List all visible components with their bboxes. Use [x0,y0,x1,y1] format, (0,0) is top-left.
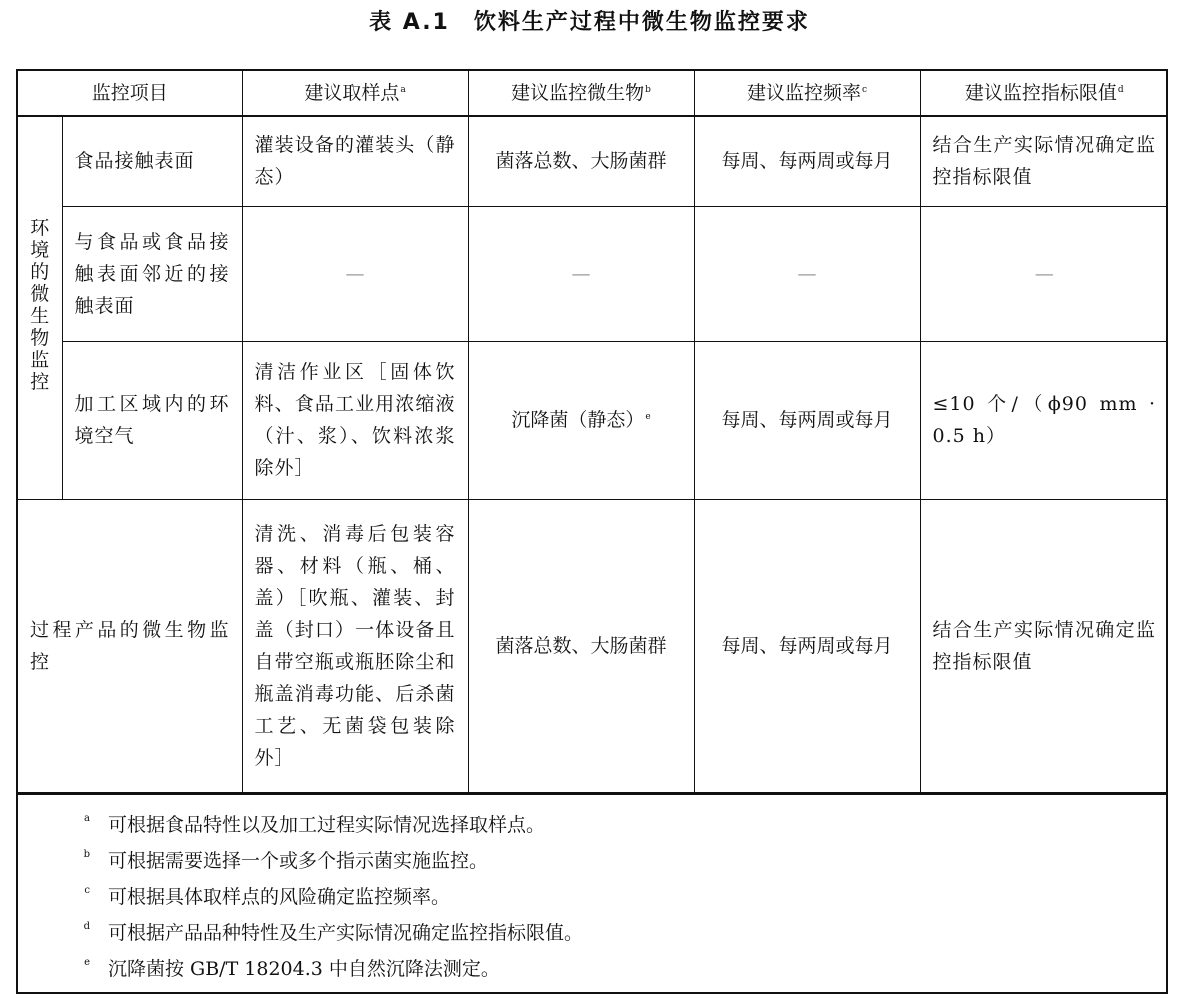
footnote-item [18,879,1166,915]
header-limit: 建议监控指标限值$^d$ [920,71,1168,116]
footnote-text: 可根据食品特性以及加工过程实际情况选择取样点。 [108,813,546,836]
env-group-label: 环境的微生物监控 [18,116,62,499]
footnote-ref-d: d [1117,84,1124,95]
footnote-item [18,915,1166,951]
footnote-mark: b [83,848,90,860]
monitoring-table [16,69,1168,994]
footnotes [18,793,1166,987]
sub-item-cell: 食品接触表面 [62,116,242,206]
footnote-mark: d [83,920,90,932]
table-row [18,206,1168,341]
sub-item-cell: 加工区域内的环境空气 [62,341,242,499]
limit-cell: 结合生产实际情况确定监控指标限值 [920,116,1168,206]
footnote-ref-e: e [645,411,651,422]
frequency-cell: — [694,206,920,341]
sampling-cell: 灌装设备的灌装头（静态） [242,116,468,206]
footnote-text: 可根据需要选择一个或多个指示菌实施监控。 [108,849,489,872]
limit-cell: 结合生产实际情况确定监控指标限值 [920,499,1168,792]
table-row [18,499,1168,792]
sampling-cell: — [242,206,468,341]
table-body [18,71,1168,793]
frequency-cell: 每周、每两周或每月 [694,499,920,792]
sub-item-cell: 与食品或食品接触表面邻近的接触表面 [62,206,242,341]
header-sampling: 建议取样点$^a$ [242,71,468,116]
microbe-cell: — [468,206,694,341]
frequency-cell: 每周、每两周或每月 [694,341,920,499]
frequency-cell: 每周、每两周或每月 [694,116,920,206]
sampling-cell: 清洁作业区［固体饮料、食品工业用浓缩液（汁、浆）、饮料浓浆除外］ [242,341,468,499]
footnote-text: 可根据具体取样点的风险确定监控频率。 [108,885,451,908]
table-row [18,341,1168,499]
footnote-ref-c: c [862,84,868,95]
table-row [18,116,1168,206]
sampling-cell: 清洗、消毒后包装容器、材料（瓶、桶、盖）［吹瓶、灌装、封盖（封口）一体设备且自带空瓶或瓶胚除尘和瓶盖消毒功能、后杀菌工艺、无菌袋包装除外］ [242,499,468,792]
header-frequency: 建议监控频率$^c$ [694,71,920,116]
footnote-item [18,843,1166,879]
footnote-item [18,807,1166,843]
microbe-cell: 菌落总数、大肠菌群 [468,116,694,206]
header-item: 监控项目 [18,71,242,116]
footnote-text: 可根据产品品种特性及生产实际情况确定监控指标限值。 [108,921,584,944]
header-row [18,71,1168,116]
footnote-mark: e [84,956,90,968]
footnote-item [18,951,1166,987]
table-title: 表 A.1 饮料生产过程中微生物监控要求 [369,10,810,35]
limit-cell: — [920,206,1168,341]
limit-cell: ≤10 个/（ϕ90 mm · 0.5 h） [920,341,1168,499]
footnote-ref-b: b [645,84,651,95]
process-item-cell: 过程产品的微生物监控 [18,499,242,792]
footnote-ref-a: a [400,84,406,95]
footnote-text: 沉降菌按 GB/T 18204.3 中自然沉降法测定。 [108,957,500,980]
microbe-cell: 沉降菌（静态）$^e$ [468,341,694,499]
header-microbe: 建议监控微生物$^b$ [468,71,694,116]
footnote-mark: a [84,812,90,824]
footnote-mark: c [84,884,90,896]
microbe-cell: 菌落总数、大肠菌群 [468,499,694,792]
